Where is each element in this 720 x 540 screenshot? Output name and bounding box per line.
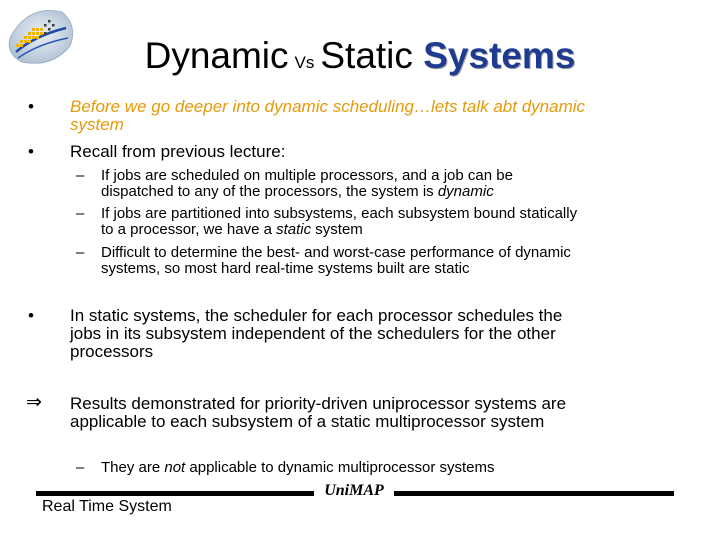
sub-bullet-text-3 bbox=[101, 245, 691, 277]
sub-bullet-marker: – bbox=[76, 205, 85, 222]
title-part1: Dynamic bbox=[144, 35, 289, 76]
sub-bullet-text-1 bbox=[101, 168, 691, 200]
sub-bullet-line: If jobs are scheduled on multiple processors, and a job can be bbox=[101, 167, 513, 184]
sub-bullet-line: If jobs are partitioned into subsystems, each subsystem bound statically bbox=[101, 205, 578, 222]
bullet-line: In static systems, the scheduler for each processor schedules the bbox=[70, 306, 563, 325]
bullet-marker: • bbox=[28, 97, 34, 116]
bullet-line: Recall from previous lecture: bbox=[70, 142, 286, 161]
sub-bullet-line: dispatched to any of the processors, the system is dynamic bbox=[101, 183, 494, 200]
bullet-marker: • bbox=[28, 142, 34, 161]
bullet-text-3 bbox=[70, 307, 690, 361]
emphasis-text: static bbox=[276, 221, 312, 238]
sub-bullet-marker: – bbox=[76, 167, 85, 184]
sub-bullet-line: to a processor, we have a static system bbox=[101, 221, 363, 238]
footer-brand: UniMAP bbox=[324, 482, 384, 499]
implication-text bbox=[70, 395, 690, 431]
emphasis-text: not bbox=[164, 459, 186, 476]
final-sub-bullet-text: They are not applicable to dynamic multiprocessor systems bbox=[101, 459, 495, 476]
title-part2: Static bbox=[320, 35, 413, 76]
sub-bullet-line: Difficult to determine the best- and worst-case performance of dynamic bbox=[101, 244, 571, 261]
emphasis-text: dynamic bbox=[437, 183, 494, 200]
sub-bullet-text-2 bbox=[101, 206, 691, 238]
sub-bullet-marker: – bbox=[76, 459, 85, 476]
bullet-line: processors bbox=[70, 342, 154, 361]
bullet-text-1 bbox=[70, 98, 690, 134]
bullet-marker: • bbox=[28, 306, 34, 325]
sub-bullet-line: systems, so most hard real-time systems built are static bbox=[101, 260, 470, 277]
footer-divider-right bbox=[394, 491, 674, 496]
bullet-text-2 bbox=[70, 143, 690, 161]
sub-bullet-marker: – bbox=[76, 244, 85, 261]
implication-line: Results demonstrated for priority-driven uniprocessor systems are bbox=[70, 394, 567, 413]
slide-title bbox=[0, 32, 720, 87]
implication-line: applicable to each subsystem of a static multiprocessor system bbox=[70, 412, 545, 431]
bullet-line: system bbox=[70, 115, 124, 134]
footer-divider-left bbox=[36, 491, 314, 496]
bullet-line: jobs in its subsystem independent of the schedulers for the other bbox=[70, 324, 556, 343]
title-accent: Systems bbox=[423, 35, 576, 76]
title-vs: Vs bbox=[294, 53, 315, 72]
bullet-line: Before we go deeper into dynamic scheduling…lets talk abt dynamic bbox=[70, 97, 586, 116]
footer-text: Real Time System bbox=[42, 498, 172, 515]
implies-arrow-icon: ⇒ bbox=[26, 392, 42, 413]
